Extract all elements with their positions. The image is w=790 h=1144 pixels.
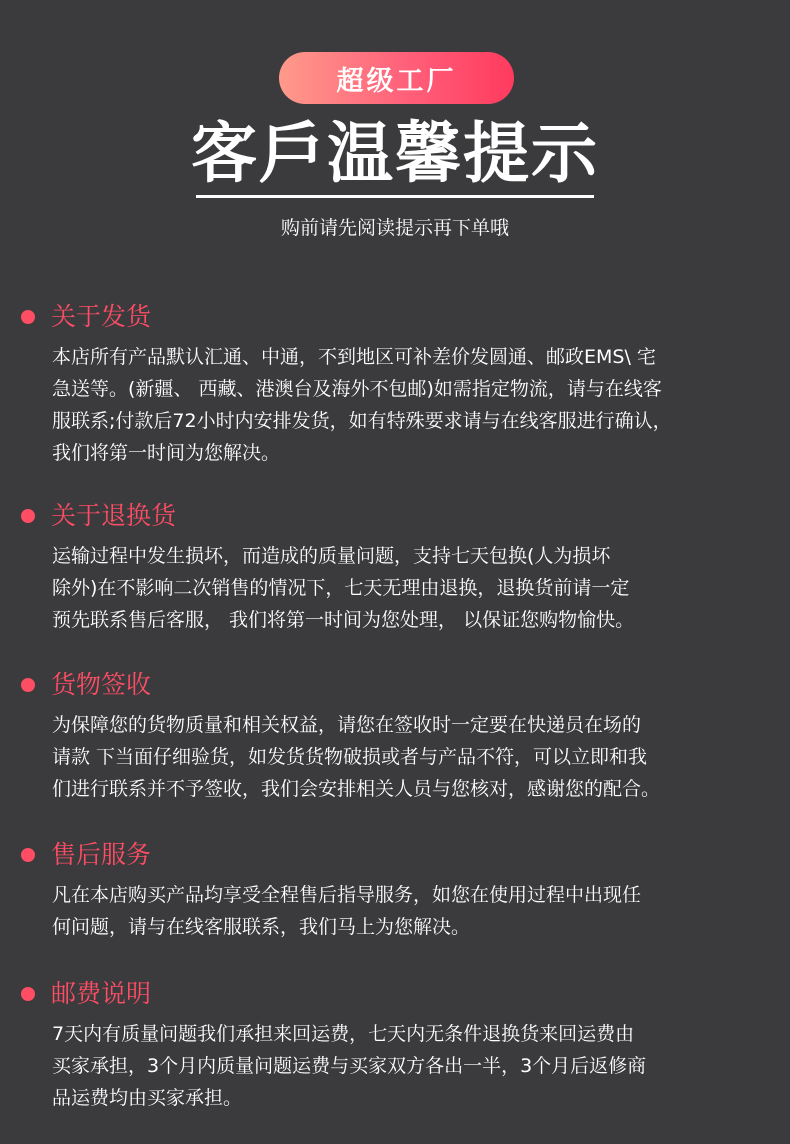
factory-badge — [279, 52, 514, 104]
section-body — [52, 709, 762, 805]
bullet-dot-icon — [21, 987, 35, 1001]
body-line: 运输过程中发生损坏，而造成的质量问题，支持七天包换(人为损坏 — [52, 545, 611, 567]
section-header — [0, 977, 790, 1011]
section-title: 货物签收 — [51, 670, 152, 699]
body-line: 服联系;付款后72小时内安排发货，如有特殊要求请与在线客服进行确认， — [52, 410, 672, 432]
section-returns — [0, 499, 790, 636]
section-title: 售后服务 — [51, 840, 152, 869]
body-line: 请款 下当面仔细验货，如发货货物破损或者与产品不符，可以立即和我 — [52, 746, 648, 768]
body-line: 何问题，请与在线客服联系，我们马上为您解决。 — [52, 916, 471, 938]
bullet-dot-icon — [21, 509, 35, 523]
body-line: 凡在本店购买产品均享受全程售后指导服务，如您在使用过程中出现任 — [52, 884, 642, 906]
body-line: 我们将第一时间为您解决。 — [52, 442, 281, 464]
section-after-sales — [0, 838, 790, 943]
page-subtitle: 购前请先阅读提示再下单哦 — [280, 217, 509, 239]
body-line: 除外)在不影响二次销售的情况下，七天无理由退换，退换货前请一定 — [52, 577, 630, 599]
body-line: 为保障您的货物质量和相关权益，请您在签收时一定要在快递员在场的 — [52, 714, 642, 736]
badge-label: 超级工厂 — [336, 65, 457, 97]
section-shipping — [0, 300, 790, 469]
bullet-dot-icon — [21, 310, 35, 324]
title-underline — [196, 195, 594, 198]
section-title: 邮费说明 — [51, 979, 152, 1008]
body-line: 们进行联系并不予签收，我们会安排相关人员与您核对，感谢您的配合。 — [52, 778, 661, 800]
body-line: 品运费均由买家承担。 — [52, 1087, 243, 1109]
body-line: 买家承担，3个月内质量问题运费与买家双方各出一半，3个月后返修商 — [52, 1055, 647, 1077]
section-body — [52, 540, 762, 636]
bullet-dot-icon — [21, 678, 35, 692]
section-body — [52, 879, 762, 943]
section-title: 关于发货 — [51, 302, 152, 331]
section-header — [0, 668, 790, 702]
section-body — [52, 1018, 762, 1114]
body-line: 急送等。(新疆、 西藏、港澳台及海外不包邮)如需指定物流，请与在线客 — [52, 378, 662, 400]
section-postage — [0, 977, 790, 1114]
page-title: 客戶温馨提示 — [191, 115, 599, 192]
body-line: 7天内有质量问题我们承担来回运费，七天内无条件退换货来回运费由 — [52, 1023, 635, 1045]
section-header — [0, 300, 790, 334]
section-title: 关于退换货 — [51, 501, 177, 530]
section-header — [0, 838, 790, 872]
bullet-dot-icon — [21, 848, 35, 862]
body-line: 本店所有产品默认汇通、中通，不到地区可补差价发圆通、邮政EMS\ 宅 — [52, 346, 656, 368]
section-body — [52, 341, 762, 469]
body-line: 预先联系售后客服， 我们将第一时间为您处理， 以保证您购物愉快。 — [52, 609, 635, 631]
section-header — [0, 499, 790, 533]
section-receipt — [0, 668, 790, 805]
